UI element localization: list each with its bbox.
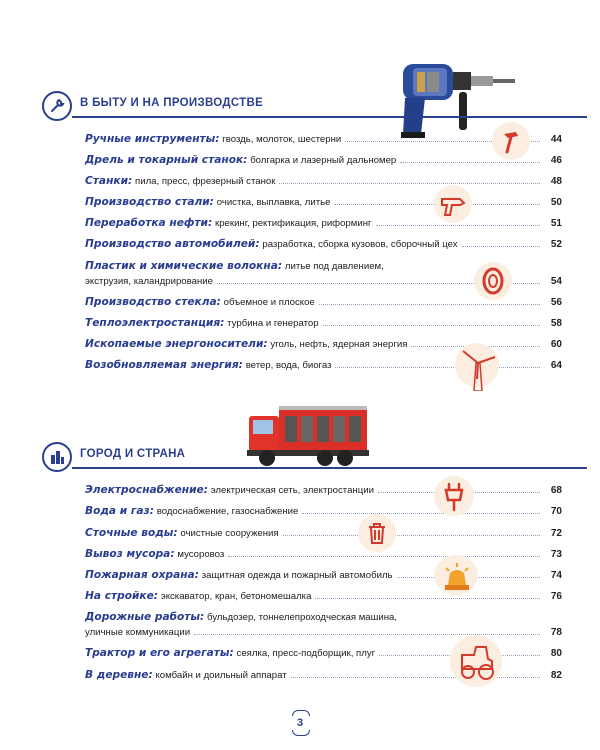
toc-entry[interactable]: [85, 505, 562, 518]
entry-page: 78: [550, 627, 562, 638]
entry-desc: очистка, выплавка, литье: [216, 197, 331, 208]
toc-entry[interactable]: [85, 175, 562, 188]
entry-page: 73: [550, 549, 562, 560]
leader-dots: [194, 634, 540, 635]
leader-dots: [319, 304, 540, 305]
entry-title: Возобновляемая энергия:: [85, 359, 243, 371]
toc-entry[interactable]: [85, 133, 562, 146]
entry-desc: бульдозер, тоннелепроходческая машина,: [207, 612, 397, 623]
entry-desc: водоснабжение, газоснабжение: [156, 506, 299, 517]
entry-title: Трактор и его агрегаты:: [85, 647, 234, 659]
section-header-city: [42, 445, 587, 471]
entry-page: 52: [550, 239, 562, 250]
entry-page: 44: [550, 134, 562, 145]
entry-page: 80: [550, 648, 562, 659]
entry-page: 76: [550, 591, 562, 602]
entry-desc: уголь, нефть, ядерная энергия: [270, 339, 408, 350]
leader-dots: [279, 183, 540, 184]
entry-page: 51: [550, 218, 562, 229]
entry-title: Пластик и химические волокна:: [85, 260, 283, 272]
entry-title: Производство автомобилей:: [85, 238, 260, 250]
entry-desc: крекинг, ректификация, риформинг: [215, 218, 372, 229]
entry-title: Теплоэлектростанция:: [85, 317, 225, 329]
entry-title: Производство стали:: [85, 196, 214, 208]
entry-title: Вывоз мусора:: [85, 548, 175, 560]
toc-entry[interactable]: [85, 527, 562, 540]
trash-bin-icon: [362, 518, 392, 548]
leader-dots: [283, 535, 540, 536]
entry-desc-cont: уличные коммуникации: [85, 627, 191, 638]
entry-page: 54: [550, 276, 562, 287]
section-badge: [42, 91, 72, 121]
section-title: ГОРОД И СТРАНА: [80, 448, 186, 460]
entry-title: Ручные инструменты:: [85, 133, 220, 145]
entry-title: Станки:: [85, 175, 133, 187]
entry-desc: комбайн и доильный аппарат: [155, 670, 287, 681]
entry-page: 70: [550, 506, 562, 517]
entry-title: Дрель и токарный станок:: [85, 154, 248, 166]
section-divider: [72, 116, 587, 118]
city-icon: [49, 449, 65, 465]
section-header-production: [42, 94, 587, 120]
entry-desc: мусоровоз: [177, 549, 225, 560]
toc-entry[interactable]: [85, 196, 562, 209]
entry-title: Электроснабжение:: [85, 484, 208, 496]
plug-icon: [438, 480, 470, 512]
entry-title: На стройке:: [85, 590, 159, 602]
page-number: 3: [290, 712, 310, 734]
entry-desc-cont: экструзия, каландрирование: [85, 276, 213, 287]
entry-page: 56: [550, 297, 562, 308]
siren-icon: [438, 559, 476, 593]
toc-entry[interactable]: [85, 484, 562, 497]
entry-desc: ветер, вода, биогаз: [245, 360, 332, 371]
entry-title: Пожарная охрана:: [85, 569, 199, 581]
trash-bin-thumbnail: [358, 514, 396, 552]
entry-desc: литье под давлением,: [284, 261, 384, 272]
entry-desc: электрическая сеть, электростанции: [210, 485, 374, 496]
toc-entry[interactable]: [85, 611, 562, 639]
plug-thumbnail: [434, 476, 474, 516]
entry-title: Переработка нефти:: [85, 217, 213, 229]
leader-dots: [315, 598, 540, 599]
wrench-icon: [49, 98, 65, 114]
tractor-thumbnail: [450, 635, 502, 687]
leader-dots: [323, 325, 540, 326]
glue-gun-icon: [438, 189, 468, 219]
entry-page: 74: [550, 570, 562, 581]
siren-thumbnail: [434, 555, 478, 595]
entry-desc: объемное и плоское: [223, 297, 315, 308]
leader-dots: [228, 556, 540, 557]
hammer-thumbnail: [492, 122, 530, 160]
section-title: В БЫТУ И НА ПРОИЗВОДСТВЕ: [80, 97, 264, 109]
hammer-icon: [496, 126, 526, 156]
hot-glue-gun-thumbnail: [434, 185, 472, 223]
entry-title: Производство стекла:: [85, 296, 221, 308]
entry-title: Ископаемые энергоносители:: [85, 338, 268, 350]
entry-page: 50: [550, 197, 562, 208]
toc-entry[interactable]: [85, 548, 562, 561]
leader-dots: [400, 162, 540, 163]
entry-title: Дорожные работы:: [85, 611, 205, 623]
toc-entry[interactable]: [85, 569, 562, 582]
toc-entry[interactable]: [85, 154, 562, 167]
entry-page: 46: [550, 155, 562, 166]
entry-page: 58: [550, 318, 562, 329]
toc-entry[interactable]: [85, 317, 562, 330]
entry-desc: защитная одежда и пожарный автомобиль: [201, 570, 393, 581]
entry-desc: экскаватор, кран, бетономешалка: [160, 591, 312, 602]
entry-page: 82: [550, 670, 562, 681]
entry-title: Вода и газ:: [85, 505, 154, 517]
entry-desc: турбина и генератор: [227, 318, 319, 329]
entry-desc: гвоздь, молоток, шестерни: [222, 134, 342, 145]
entry-desc: сеялка, пресс-подборщик, плуг: [236, 648, 376, 659]
leader-dots: [462, 246, 540, 247]
wind-turbine-thumbnail: [455, 343, 499, 387]
entry-page: 64: [550, 360, 562, 371]
toc-entry[interactable]: [85, 238, 562, 251]
tire-thumbnail: [474, 262, 512, 300]
leader-dots: [376, 225, 541, 226]
leader-dots: [302, 513, 540, 514]
entry-desc: болгарка и лазерный дальномер: [250, 155, 397, 166]
entry-page: 68: [550, 485, 562, 496]
leader-dots: [335, 367, 540, 368]
entry-desc: очистные сооружения: [180, 528, 279, 539]
entry-page: 72: [550, 528, 562, 539]
leader-dots: [291, 677, 540, 678]
wind-turbine-icon: [459, 347, 497, 391]
toc-entry[interactable]: [85, 217, 562, 230]
entry-page: 60: [550, 339, 562, 350]
tire-icon: [478, 266, 508, 296]
entry-desc: пила, пресс, фрезерный станок: [135, 176, 276, 187]
toc-entry[interactable]: [85, 590, 562, 603]
entry-page: 48: [550, 176, 562, 187]
entry-title: Сточные воды:: [85, 527, 178, 539]
entry-title: В деревне:: [85, 669, 153, 681]
entry-desc: разработка, сборка кузовов, сборочный цех: [262, 239, 458, 250]
tractor-icon: [454, 639, 498, 683]
section-badge: [42, 442, 72, 472]
section-divider: [72, 467, 587, 469]
